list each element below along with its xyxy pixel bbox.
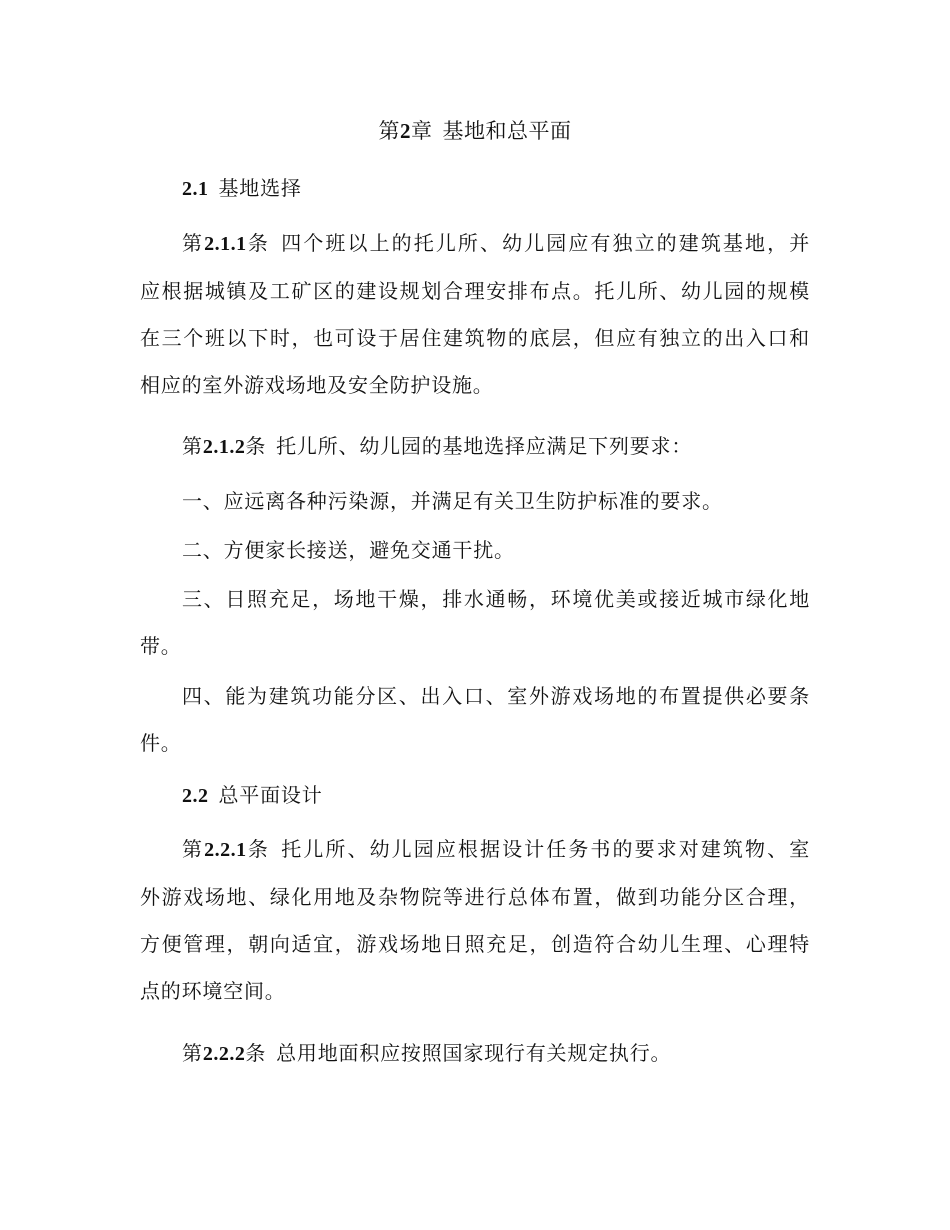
- clause-number: 2.1.2: [202, 436, 246, 458]
- clause-line: [140, 826, 810, 874]
- requirement-line: 二、方便家长接送，避免交通干扰。: [182, 538, 515, 562]
- chapter-suffix: 章: [411, 119, 433, 143]
- clause-prefix: 第: [182, 1041, 203, 1065]
- chapter-prefix: 第: [378, 119, 400, 143]
- clause-text: 总用地面积应按照国家现行有关规定执行。: [276, 1041, 672, 1065]
- chapter-number: 2: [400, 119, 411, 143]
- clause-2-1-1: [140, 220, 810, 409]
- clause-text: 四个班以上的托儿所、幼儿园应有独立的建筑基地，并: [279, 231, 810, 255]
- clause-suffix: 条: [246, 231, 270, 255]
- clause-line: [140, 220, 810, 268]
- requirement-item-3: [140, 576, 810, 670]
- clause-line: 应根据城镇及工矿区的建设规划合理安排布点。托儿所、幼儿园的规模: [140, 279, 810, 303]
- chapter-name: 基地和总平面: [442, 119, 572, 143]
- clause-prefix: 第: [182, 837, 205, 861]
- section-number: 2.2: [182, 785, 209, 807]
- requirement-item-4: [140, 673, 810, 767]
- clause-2-2-1: [140, 826, 810, 1015]
- section-heading-2-1: [182, 168, 302, 209]
- clause-suffix: 条: [245, 434, 267, 458]
- requirement-line: 三、日照充足，场地干燥，排水通畅，环境优美或接近城市绿化地: [182, 587, 810, 611]
- clause-line: [140, 1030, 810, 1078]
- requirement-item-1: [140, 478, 810, 525]
- section-title: 总平面设计: [218, 783, 323, 807]
- clause-line: 在三个班以下时，也可设于居住建筑物的底层，但应有独立的出入口和: [140, 326, 810, 350]
- requirement-line: 带。: [140, 634, 182, 658]
- clause-2-2-2: [140, 1030, 810, 1078]
- clause-number: 2.1.1: [204, 233, 247, 255]
- requirement-line: 一、应远离各种污染源，并满足有关卫生防护标准的要求。: [182, 489, 723, 513]
- clause-text: 托儿所、幼儿园应根据设计任务书的要求对建筑物、室: [279, 837, 810, 861]
- clause-line: 点的环境空间。: [140, 979, 286, 1003]
- clause-line: 相应的室外游戏场地及安全防护设施。: [140, 373, 494, 397]
- clause-suffix: 条: [245, 1041, 267, 1065]
- section-number: 2.1: [182, 178, 209, 200]
- clause-line: 外游戏场地、绿化用地及杂物院等进行总体布置，做到功能分区合理，: [140, 885, 810, 909]
- requirement-item-2: [140, 527, 810, 574]
- clause-prefix: 第: [182, 231, 205, 255]
- section-heading-2-2: [182, 775, 323, 816]
- clause-line: 方便管理，朝向适宜，游戏场地日照充足，创造符合幼儿生理、心理特: [140, 932, 810, 956]
- clause-suffix: 条: [246, 837, 270, 861]
- requirement-line: 件。: [140, 731, 182, 755]
- requirement-line: 四、能为建筑功能分区、出入口、室外游戏场地的布置提供必要条: [182, 684, 810, 708]
- clause-prefix: 第: [182, 434, 203, 458]
- section-title: 基地选择: [218, 176, 302, 200]
- clause-line: [140, 423, 810, 471]
- chapter-title: [0, 113, 950, 149]
- clause-number: 2.2.1: [204, 839, 247, 861]
- clause-text: 托儿所、幼儿园的基地选择应满足下列要求：: [276, 434, 693, 458]
- clause-2-1-2: [140, 423, 810, 471]
- clause-number: 2.2.2: [202, 1043, 246, 1065]
